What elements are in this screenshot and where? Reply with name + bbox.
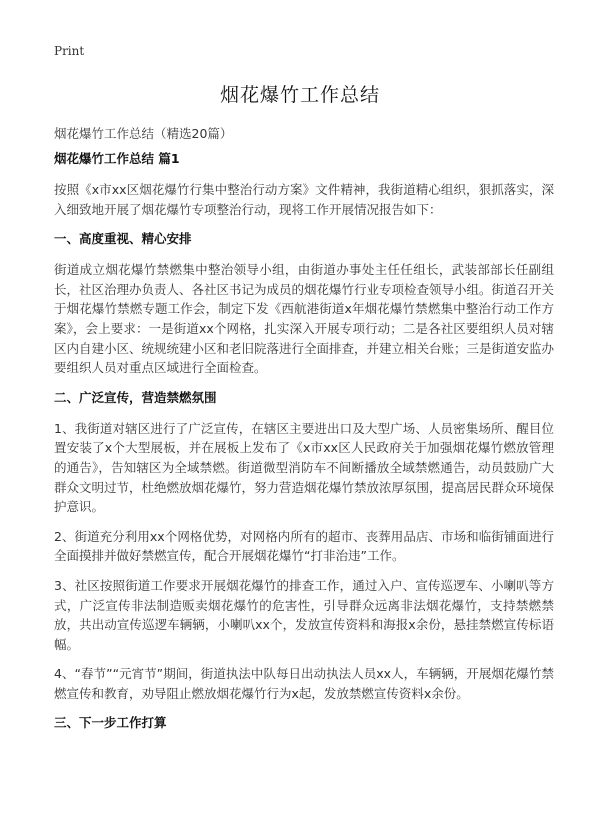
article-heading: 烟花爆竹工作总结 篇1 <box>54 151 180 166</box>
print-label[interactable]: Print <box>54 44 85 58</box>
intro-paragraph: 按照《x市xx区烟花爆竹行集中整治行动方案》文件精神，我街道精心组织，狠抓落实，深入细致地开展了烟花爆竹专项整治行动，现将工作开展情况报告如下： <box>54 182 554 217</box>
section-2-paragraph-1: 1、我街道对辖区进行了广泛宣传，在辖区主要进出口及大型广场、人员密集场所、醒目位置安装了x个大型展板，并在展板上发布了《x市xx区人民政府关于加强烟花爆竹燃放管理的通告》，告知辖区为全域禁燃。街道微型消防车不间断播放全域禁燃通告，动员鼓励广大群众文明过节，杜绝燃放烟花爆竹，努力营造烟花爆竹禁放浓厚氛围，提高居民群众环境保护意识。 <box>54 420 555 515</box>
section-2-paragraph-3: 3、社区按照街道工作要求开展烟花爆竹的排查工作，通过入户、宣传巡逻车、小喇叭等方式，广泛宣传非法制造贩卖烟花爆竹的危害性，引导群众远离非法烟花爆竹，支持禁燃禁放，共出动宣传巡逻车辆辆，小喇叭xx个，发放宣传资料和海报x余份，悬挂禁燃宣传标语幅。 <box>54 577 554 652</box>
document-title: 烟花爆竹工作总结 <box>219 84 380 106</box>
section-2-paragraph-4: 4、“春节”“元宵节”期间，街道执法中队每日出动执法人员xx人，车辆辆，开展烟花爆竹禁燃宣传和教育，劝导阻止燃放烟花爆竹行为x起，发放禁燃宣传资料x余份。 <box>54 666 554 701</box>
section-heading-2: 二、广泛宣传，营造禁燃氛围 <box>54 389 217 405</box>
section-heading-3: 三、下一步工作打算 <box>54 715 167 731</box>
section-2-paragraph-2: 2、街道充分利用xx个网格优势，对网格内所有的超市、丧葬用品店、市场和临街铺面进行全面摸排并做好禁燃宣传，配合开展烟花爆竹“打非治违”工作。 <box>54 528 554 564</box>
section-heading-1: 一、高度重视、精心安排 <box>54 231 192 247</box>
section-1-paragraph-1: 街道成立烟花爆竹禁燃集中整治领导小组，由街道办事处主任任组长，武装部部长任副组长，社区治理办负责人、各社区书记为成员的烟花爆竹行业专项检查领导小组。街道召开关于烟花爆竹禁燃专题工作会，制定下发《西航港街道x年烟花爆竹禁燃集中整治行动工作方案》，会上要求：一是街道xx个网格，扎实深入开展专项行动；二是各社区要组织人员对辖区内自建小区、统规统建小区和老旧院落进行全面排查，并建立相关台账；三是街道安监办要组织人员对重点区域进行全面检查。 <box>54 262 555 376</box>
document-subtitle: 烟花爆竹工作总结（精选20篇） <box>54 126 233 141</box>
document-body <box>54 150 554 732</box>
